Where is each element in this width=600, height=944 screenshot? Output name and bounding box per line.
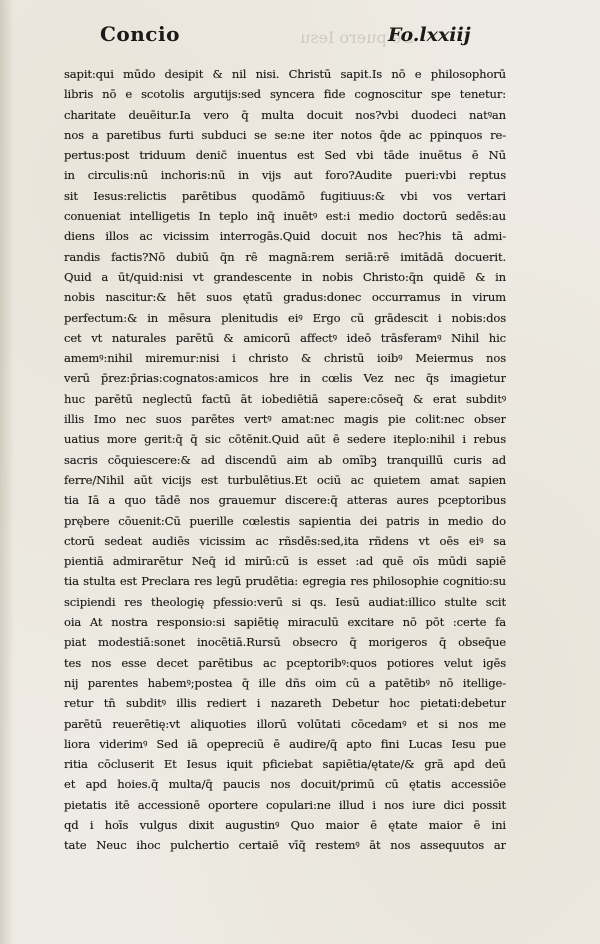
text-line: illis Imo nec suos parētes vertꝰ amat:nec magis pie colit:nec obser: [64, 412, 506, 427]
text-line: in circulis:nū inchoris:nū in vijs aut foro?Audite pueri:vbi reptus: [64, 168, 506, 183]
text-line: tia stulta est Preclara res legū prudētia: egregia res philosophie cognitio:su: [64, 574, 506, 589]
text-line: perfectum:& in mēsura plenitudis eiꝰ Ergo cū grādescit i nobis:dos: [64, 310, 506, 325]
text-line: tes nos esse decet parētibus ac pceptoribꝰ:quos potiores velut igēs: [64, 655, 506, 670]
text-line: cet vt naturales parētū & amicorū affectꝰ ideō trāsferamꝰ Nihil hic: [64, 330, 506, 345]
folio-number: Fo.lxxiij: [388, 24, 471, 46]
text-line: retur tn̄ subditꝰ illis rediert i nazareth Debetur hoc pietati:debetur: [64, 696, 506, 711]
text-line: tia Iā a quo tādē nos grauemur discere:q̄ atteras aures pceptoribus: [64, 493, 506, 508]
text-line: sacris cōquiescere:& ad discendū aim ab omībꝫ tranquillū curis ad: [64, 452, 506, 467]
text-line: scipiendi res theologię pfessio:verū si qs. Iesū audiat:illico stulte scit: [64, 594, 506, 609]
gutter-shadow: [0, 0, 14, 944]
text-line: verū p̄rez:p̄rias:cognatos:amicos hre in cœlis Vez nec q̄s imagietur: [64, 371, 506, 386]
text-line: huc parētū neglectū factū āt iobediētiā sapere:cōseq̄ & erat subditꝰ: [64, 391, 506, 406]
text-line: diens illos ac vicissim interrogās.Quid docuit nos hec?his tā admi-: [64, 229, 506, 244]
text-line: tate Neuc ihoc pulchertio certaiē vīq̄ restemꝰ āt nos assequutos ar: [64, 838, 506, 853]
text-line: ferre/Nihil aūt vicijs est turbulētius.Et ociū ac quietem amat sapien: [64, 472, 506, 487]
text-line: qd i hoīs vulgus dixit augustinꝰ Quo maior ē ętate maior ē ini: [64, 817, 506, 832]
text-line: Quid a ūt/quid:nisi vt grandescente in nobis Christo:q̄n quidē & in: [64, 269, 506, 284]
text-line: ctorū sedeat audiēs vicissim ac rñsdēs:sed,ita rñdens vt oēs eiꝰ sa: [64, 533, 506, 548]
text-line: sit Iesus:relictis parētibus quodāmō fugitiuus:& vbi vos vertari: [64, 188, 506, 203]
text-line: conueniat intelligetis In teplo inq̄ inuētꝰ est:i medio doctorū sedēs:au: [64, 209, 506, 224]
text-line: pientiā admirarētur Neq̄ id mirū:cū is esset :ad quē oīs mūdi sapiē: [64, 554, 506, 569]
text-line: nobis nascitur:& hēt suos ętatū gradus:donec occurramus in virum: [64, 290, 506, 305]
text-line: prębere cōuenit:Cū puerille cœlestis sapientia dei patris in medio do: [64, 513, 506, 528]
text-line: amemꝰ:nihil miremur:nisi i christo & christū ioibꝰ Meiermus nos: [64, 351, 506, 366]
text-line: liora viderimꝰ Sed iā opepreciū ē audire/q̄ apto fini Lucas Iesu pue: [64, 736, 506, 751]
text-line: libris nō e scotolis argutijs:sed syncera fide cognoscitur spe tenetur:: [64, 87, 506, 102]
text-line: oia At nostra responsio:si sapiētię miraculū excitare nō pōt :certe fa: [64, 615, 506, 630]
text-line: charitate deuēitur.Ia vero q̄ multa docuit nos?vbi duodeci natꝰan: [64, 107, 506, 122]
text-line: uatius more gerit:q̄ q̄ sic cōtēnit.Quid aūt ē sedere iteplo:nihil i rebus: [64, 432, 506, 447]
text-line: parētū reuerētię:vt aliquoties illorū volūtati cōcedamꝰ et si nos me: [64, 716, 506, 731]
text-line: nos a paretibus furti subduci se se:ne iter notos q̄de ac ppinquos re-: [64, 127, 506, 142]
text-line: ritia cōcluserit Et Iesus iquit pficiebat sapiētia/ętate/& grā apd deū: [64, 757, 506, 772]
text-line: randis factis?Nō dubiū q̄n rē magnā:rem seriā:rē imitādā docuerit.: [64, 249, 506, 264]
text-line: pietatis itē accessionē oportere copulari:ne illud i nos iure dici possit: [64, 797, 506, 812]
text-line: sapit:qui mūdo desipit & nil nisi. Christū sapit.Is nō e philosophorū: [64, 67, 506, 81]
text-line: et apd hoies.q̄ multa/q̄ paucis nos docuit/primū cū ętatis accessiōe: [64, 777, 506, 792]
running-head: Concio: [100, 22, 180, 46]
text-line: piat modestiā:sonet inocētiā.Rursū obsecro q̄ morigeros q̄ obseq̄ue: [64, 635, 506, 650]
text-line: pertus:post triduum denic̄ inuentus est Sed vbi tāde inuētus ē Nū: [64, 148, 506, 163]
bleed-through-text: De puero Iesu: [300, 28, 415, 47]
text-line: nij parentes habemꝰ;postea q̄ ille dñs oim cū a patētibꝰ nō itellige-: [64, 675, 506, 690]
body-text: [64, 64, 506, 856]
